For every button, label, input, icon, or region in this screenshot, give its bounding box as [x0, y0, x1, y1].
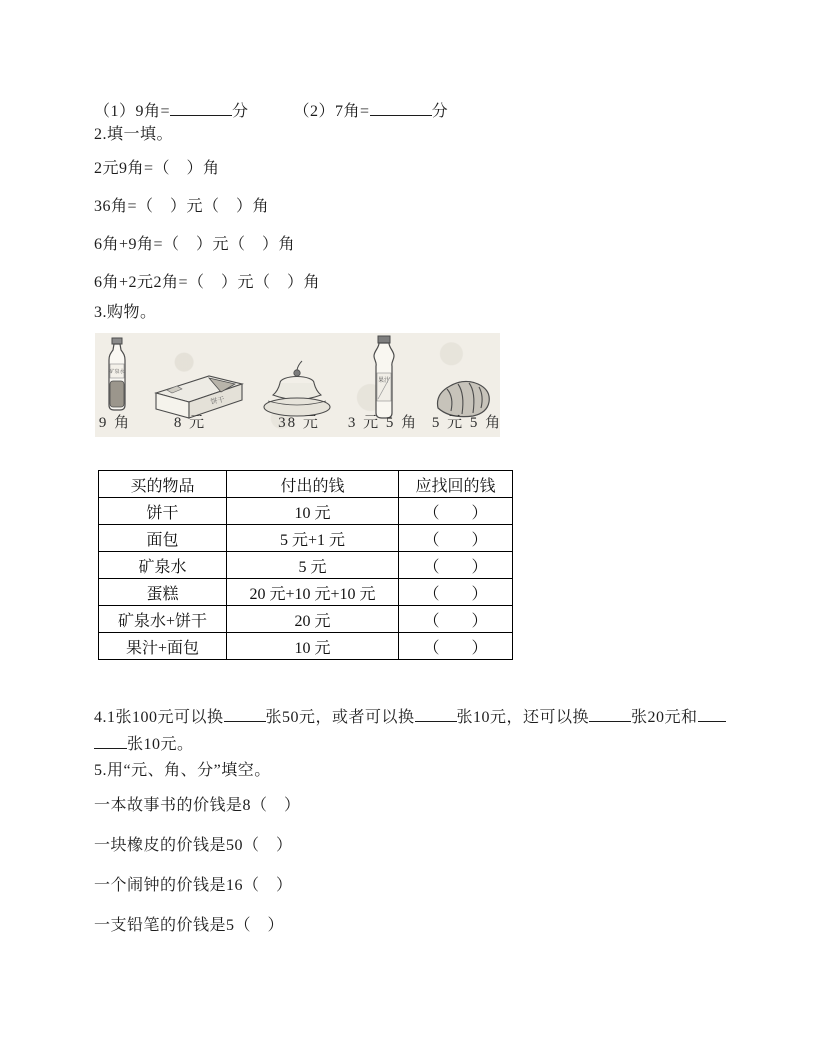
q1-part2-suffix: 分	[431, 103, 449, 120]
question-4-line-2	[94, 731, 194, 754]
cell-change: （ ）	[399, 633, 513, 660]
q2-line-2: 36角=（ ）元（ ）角	[94, 198, 270, 215]
table-row	[99, 633, 513, 660]
q4-seg-4: 张20元和	[631, 709, 698, 726]
mineral-water-bottle-icon	[101, 337, 133, 413]
juice-label-text: 果汁	[377, 378, 391, 384]
q1-blank-1	[170, 101, 232, 116]
price-mineral-water: 9 角	[98, 415, 132, 431]
products-photo	[95, 333, 503, 437]
q2-line-4: 6角+2元2角=（ ）元（ ）角	[94, 274, 321, 291]
q5-line-3: 一个闹钟的价钱是16（ ）	[94, 877, 293, 894]
q4-blank-3	[589, 707, 631, 722]
q5-line-4: 一支铅笔的价钱是5（ ）	[94, 917, 285, 934]
question-2-title: 2.填一填。	[94, 126, 174, 143]
q4-seg-3: 张10元，还可以换	[456, 709, 590, 726]
table-row	[99, 552, 513, 579]
q1-blank-2	[370, 101, 432, 116]
cell-change: （ ）	[399, 579, 513, 606]
cell-paid: 20 元	[227, 606, 399, 633]
q5-line-2: 一块橡皮的价钱是50（ ）	[94, 837, 293, 854]
question-5-title: 5.用“元、角、分”填空。	[94, 762, 271, 779]
q2-line-3: 6角+9角=（ ）元（ ）角	[94, 236, 296, 253]
q4-seg-1: 4.1张100元可以换	[94, 709, 224, 726]
header-money-paid: 付出的钱	[227, 471, 399, 498]
q4-seg-2: 张50元，或者可以换	[265, 709, 415, 726]
q4-blank-4b	[94, 734, 127, 749]
price-biscuits: 8 元	[173, 415, 207, 431]
table-row	[99, 579, 513, 606]
cell-change: （ ）	[399, 498, 513, 525]
cell-paid: 10 元	[227, 633, 399, 660]
cell-item: 矿泉水	[99, 552, 227, 579]
cell-item: 矿泉水+饼干	[99, 606, 227, 633]
question-1	[94, 98, 448, 121]
price-cake: 38 元	[278, 415, 320, 431]
q1-part1-prefix: （1）9角=	[94, 103, 171, 120]
price-bread: 5 元 5 角	[431, 415, 503, 431]
cell-change: （ ）	[399, 525, 513, 552]
q2-line-1: 2元9角=（ ）角	[94, 160, 220, 177]
table-row	[99, 498, 513, 525]
q5-line-1: 一本故事书的价钱是8（ ）	[94, 797, 301, 814]
cell-item: 面包	[99, 525, 227, 552]
cell-item: 蛋糕	[99, 579, 227, 606]
price-juice: 3 元 5 角	[347, 415, 419, 431]
cell-item: 饼干	[99, 498, 227, 525]
q4-blank-4a	[698, 707, 726, 722]
bottle-label-text: 矿泉水	[109, 370, 125, 375]
juice-bottle-icon	[367, 335, 401, 421]
table-row	[99, 606, 513, 633]
table-row	[99, 525, 513, 552]
cell-change: （ ）	[399, 606, 513, 633]
cell-paid: 20 元+10 元+10 元	[227, 579, 399, 606]
cell-change: （ ）	[399, 552, 513, 579]
cell-paid: 10 元	[227, 498, 399, 525]
q4-blank-1	[224, 707, 266, 722]
q1-part1-suffix: 分	[232, 103, 249, 120]
cell-item: 果汁+面包	[99, 633, 227, 660]
header-change-due: 应找回的钱	[399, 471, 513, 498]
shopping-table	[98, 470, 513, 660]
cell-paid: 5 元+1 元	[227, 525, 399, 552]
table-header-row	[99, 471, 513, 498]
biscuit-box-label-text: 饼干	[209, 395, 226, 406]
q1-part2-prefix: （2）7角=	[293, 103, 370, 120]
question-3-title: 3.购物。	[94, 304, 157, 321]
question-4-line-1	[94, 704, 726, 727]
q4-seg-5: 张10元。	[127, 736, 194, 753]
q4-blank-2	[415, 707, 457, 722]
header-item-bought: 买的物品	[99, 471, 227, 498]
cell-paid: 5 元	[227, 552, 399, 579]
